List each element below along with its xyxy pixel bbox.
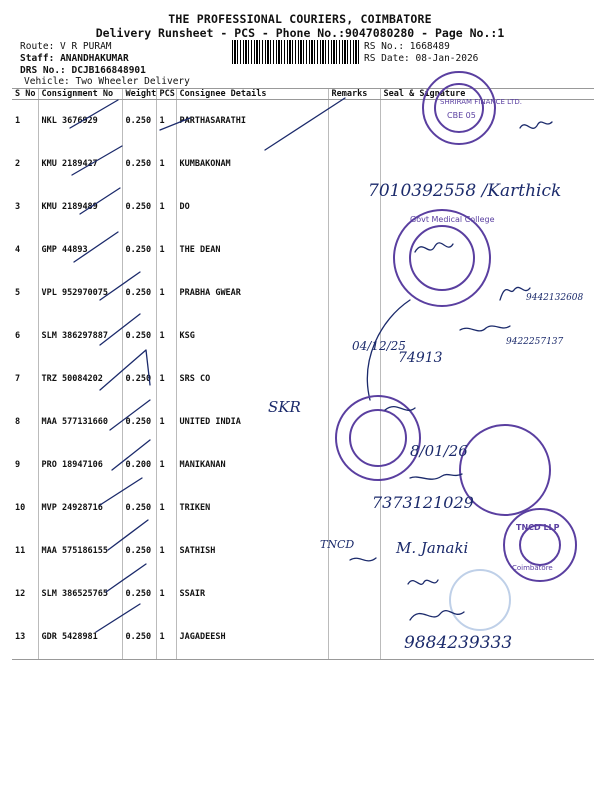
tick-mark — [100, 478, 142, 505]
cell-pcs: 1 — [156, 616, 176, 660]
cell-consignee: UNITED INDIA — [176, 401, 328, 444]
cell-sno: 11 — [15, 546, 26, 556]
tick-mark — [100, 350, 150, 390]
cell-consignment: PRO 18947106 — [38, 444, 122, 487]
cell-pcs: 1 — [156, 530, 176, 573]
col-consignee: Consignee Details — [176, 89, 328, 100]
col-sno: S No — [12, 89, 38, 100]
tick-mark — [80, 188, 120, 214]
cell-consignment: GMP 44893 — [38, 229, 122, 272]
cell-sno: 8 — [15, 417, 21, 427]
cell-pcs: 1 — [156, 100, 176, 144]
cell-consignment: VPL 952970075 — [38, 272, 122, 315]
cell-weight: 0.250 — [122, 530, 156, 573]
cell-consignment: GDR 5428981 — [38, 616, 122, 660]
tick-mark — [110, 400, 150, 430]
handwritten-phone-2: 7373121029 — [372, 493, 474, 512]
signature — [408, 580, 438, 584]
cell-sno: 10 — [15, 503, 26, 513]
cell-consignee: THE DEAN — [176, 229, 328, 272]
cell-consignment: KMU 2189489 — [38, 186, 122, 229]
handwritten-date: 04/12/25 — [352, 339, 406, 353]
stamp-medical-text: Govt Medical College — [410, 215, 495, 224]
cell-consignee: SSAIR — [176, 573, 328, 616]
route-label: Route: V R PURAM — [20, 41, 112, 52]
tick-mark — [112, 440, 150, 470]
cell-consignee: KUMBAKONAM — [176, 143, 328, 186]
cell-pcs: 1 — [156, 487, 176, 530]
handwritten-tncd: TNCD — [320, 538, 355, 551]
col-pcs: PCS — [156, 89, 176, 100]
signature — [350, 558, 376, 561]
cell-sno: 6 — [15, 331, 21, 341]
signature — [520, 122, 552, 128]
cell-pcs: 1 — [156, 143, 176, 186]
tick-mark — [100, 272, 140, 300]
cell-weight: 0.250 — [122, 143, 156, 186]
cell-pcs: 1 — [156, 272, 176, 315]
drs-number: DCJB166848901 — [71, 65, 146, 76]
cell-weight: 0.250 — [122, 315, 156, 358]
cell-consignee: DO — [176, 186, 328, 229]
staff-name: ANANDHAKUMAR — [60, 53, 129, 64]
cell-consignment: SLM 386525765 — [38, 573, 122, 616]
cell-sno: 5 — [15, 288, 21, 298]
col-seal-signature: Seal & Signature — [380, 89, 594, 100]
cell-consignee: TRIKEN — [176, 487, 328, 530]
col-weight: Weight — [122, 89, 156, 100]
cell-pcs: 1 — [156, 358, 176, 401]
cell-consignment: TRZ 50084202 — [38, 358, 122, 401]
rs-date: RS Date: 08-Jan-2026 — [364, 53, 479, 64]
cell-sno: 9 — [15, 460, 21, 470]
handwritten-phone-karthick: 7010392558 /Karthick — [368, 181, 562, 201]
cell-consignment: KMU 2189427 — [38, 143, 122, 186]
col-consignment: Consignment No — [38, 89, 122, 100]
stamp-shriram-inner: CBE 05 — [447, 111, 476, 120]
handwritten-number: 74913 — [398, 350, 443, 366]
cell-pcs: 1 — [156, 315, 176, 358]
stamp-tncd-text: TNCD LLP — [516, 523, 560, 532]
faded-stamp — [450, 570, 510, 630]
tick-mark — [108, 520, 148, 550]
cell-weight: 0.250 — [122, 100, 156, 144]
shriram-stamp — [423, 72, 522, 144]
handwritten-phone-3: 9884239333 — [404, 633, 513, 653]
cell-consignment: MVP 24928716 — [38, 487, 122, 530]
stamp-shriram-text: SHRIRAM FINANCE LTD. — [440, 98, 522, 106]
cell-weight: 0.250 — [122, 186, 156, 229]
handwritten-phone-4: 9442132608 — [526, 293, 584, 303]
cell-pcs: 1 — [156, 229, 176, 272]
tick-mark — [74, 232, 118, 262]
handwritten-date-2: 8/01/26 — [410, 442, 468, 460]
cell-pcs: 1 — [156, 186, 176, 229]
handwritten-skr: SKR — [268, 398, 301, 416]
company-title: THE PROFESSIONAL COURIERS, COIMBATORE — [168, 12, 432, 26]
cell-sno: 4 — [15, 245, 21, 255]
vehicle-label: Vehicle: Two Wheeler Delivery — [24, 76, 190, 87]
cell-weight: 0.250 — [122, 229, 156, 272]
cell-consignment: MAA 577131660 — [38, 401, 122, 444]
cell-weight: 0.250 — [122, 616, 156, 660]
cell-consignee: PRABHA GWEAR — [176, 272, 328, 315]
cell-sno: 1 — [15, 116, 21, 126]
tick-mark — [96, 604, 140, 632]
signature — [415, 243, 453, 252]
cell-weight: 0.250 — [122, 401, 156, 444]
cell-consignee: KSG — [176, 315, 328, 358]
cell-sno: 7 — [15, 374, 21, 384]
tncd-stamp — [504, 509, 576, 581]
cell-consignee: JAGADEESH — [176, 616, 328, 660]
tick-mark — [106, 564, 146, 592]
cell-consignee: SRS CO — [176, 358, 328, 401]
cell-pcs: 1 — [156, 573, 176, 616]
cell-sno: 12 — [15, 589, 26, 599]
staff-label: Staff: — [20, 53, 55, 64]
cell-weight: 0.250 — [122, 573, 156, 616]
cell-consignee: SATHISH — [176, 530, 328, 573]
cell-weight: 0.250 — [122, 487, 156, 530]
cell-consignment: SLM 386297887 — [38, 315, 122, 358]
cell-weight: 0.250 — [122, 358, 156, 401]
medical-college-stamp — [394, 210, 495, 306]
tick-mark — [72, 146, 122, 175]
cell-sno: 13 — [12, 616, 38, 660]
runsheet-subtitle: Delivery Runsheet - PCS - Phone No.:9047080280 - Page No.:1 — [95, 26, 505, 40]
cell-consignment: MAA 575186155 — [38, 530, 122, 573]
tick-mark — [100, 314, 140, 345]
signature — [460, 326, 510, 331]
tick-mark — [160, 118, 190, 130]
cell-weight: 0.250 — [122, 272, 156, 315]
handwritten-phone-5: 9422257137 — [506, 337, 564, 347]
cell-weight: 0.200 — [122, 444, 156, 487]
ink-stroke — [265, 98, 345, 150]
rs-number: RS No.: 1668489 — [364, 41, 450, 52]
signature — [385, 407, 415, 411]
cell-pcs: 1 — [156, 444, 176, 487]
col-remarks: Remarks — [328, 89, 380, 100]
cell-sno: 2 — [15, 159, 21, 169]
cell-consignment: NKL 3676929 — [38, 100, 122, 144]
signature — [410, 474, 462, 479]
drs-label: DRS No.: — [20, 65, 66, 76]
cell-sno: 3 — [15, 202, 21, 212]
cell-consignee: MANIKANAN — [176, 444, 328, 487]
cell-pcs: 1 — [156, 401, 176, 444]
handwritten-name: M. Janaki — [396, 539, 469, 557]
united-india-stamp — [336, 396, 420, 480]
cell-consignee: PARTHASARATHI — [176, 100, 328, 144]
tick-mark — [70, 100, 118, 128]
stamp-tncd-inner: Coimbatore — [512, 564, 553, 572]
